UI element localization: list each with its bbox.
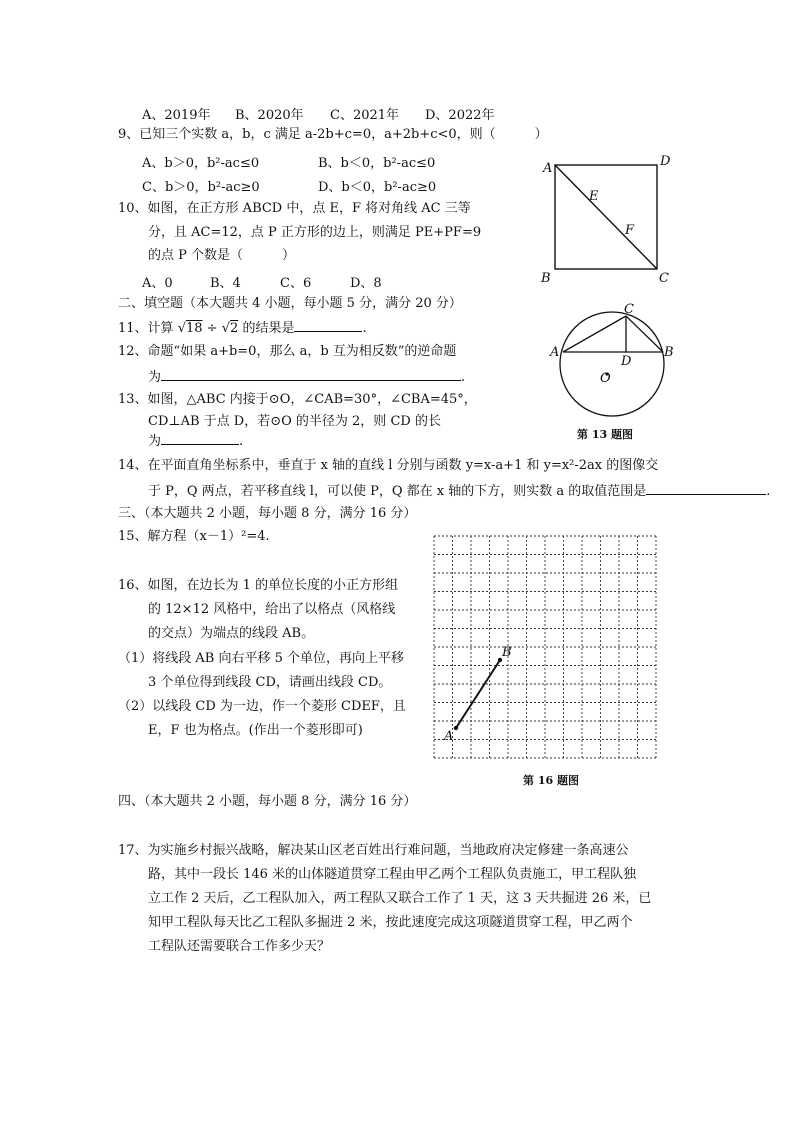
q13-figure: [547, 303, 677, 445]
q10-line-3: 的点 P 个数是（ ）: [148, 248, 296, 263]
q17-line-1: 17、为实施乡村振兴战略，解决某山区老百姓出行难问题，当地政府决定修建一条高速公: [118, 843, 629, 858]
section-4-heading: 四、（本大题共 2 小题，每小题 8 分，满分 16 分）: [118, 794, 417, 809]
label-b: B: [664, 345, 674, 360]
q10-figure: [535, 150, 675, 285]
q8-option-a: A、2019年: [142, 108, 211, 123]
q16-line-2: 的 12×12 风格中，给出了以格点（风格线: [148, 602, 396, 617]
q15: 15、解方程（x－1）²=4.: [118, 529, 270, 544]
q11-prefix: 11、计算: [118, 321, 174, 336]
q8-option-c: C、2021年: [330, 108, 400, 123]
label-d: D: [621, 354, 632, 369]
q16-line-3: 的交点）为端点的线段 AB。: [148, 626, 315, 641]
q11-answer-blank[interactable]: [294, 318, 362, 332]
q11-radicand-2: 2: [230, 321, 239, 336]
q10-option-c: C、6: [280, 276, 312, 291]
q17-line-4: 知甲工程队每天比乙工程队多掘进 2 米，按此速度完成这项隧道贯穿工程，甲乙两个: [148, 915, 633, 930]
grid-12x12: [434, 536, 656, 758]
q16-line-4: （1）将线段 AB 向右平移 5 个单位，再向上平移: [118, 651, 405, 666]
q12-line-2: [148, 367, 465, 387]
q10-option-d: D、8: [350, 276, 382, 291]
label-f: F: [625, 223, 635, 238]
segment-ab: [456, 660, 500, 728]
q11-sqrt-1: √18: [177, 321, 203, 336]
section-3-heading: 三、（本大题共 2 小题，每小题 8 分，满分 16 分）: [118, 506, 417, 521]
q12-prefix: 为: [148, 370, 162, 385]
q9-option-d: D、b＜0，b²-ac≥0: [318, 180, 437, 195]
q9-option-a: A、b＞0，b²-ac≤0: [142, 156, 260, 171]
segment-ac: [563, 316, 626, 352]
q14-text: 于 P，Q 两点，若平移直线 l，可以使 P，Q 都在 x 轴的下方，则实数 a 的取值范围是: [148, 484, 647, 499]
q17-line-5: 工程队还需要联合工作多少天？: [148, 939, 331, 954]
q12-answer-blank[interactable]: [161, 367, 461, 381]
q10-option-b: B、4: [210, 276, 241, 291]
q13-caption: 第 13 题图: [577, 428, 633, 441]
q8-option-d: D、2022年: [425, 108, 495, 123]
q16-line-7: E，F 也为格点。(作出一个菱形即可): [148, 723, 363, 738]
q11-sqrt-2: √2: [221, 321, 239, 336]
q10-line-2: 分，且 AC=12，点 P 正方形的边上，则满足 PE+PF=9: [148, 225, 482, 240]
q16-caption: 第 16 题图: [523, 774, 579, 787]
q13-line-2: CD⊥AB 于点 D，若⊙O 的半径为 2，则 CD 的长: [148, 414, 441, 429]
q16-line-6: （2）以线段 CD 为一边，作一个菱形 CDEF，且: [118, 699, 406, 714]
q10-option-a: A、0: [142, 276, 173, 291]
q10-line-1: 10、如图，在正方形 ABCD 中，点 E，F 将对角线 AC 三等: [118, 201, 471, 216]
label-c: C: [659, 271, 669, 285]
q11-radicand-1: 18: [185, 321, 203, 336]
q12-line-1: 12、命题“如果 a+b=0，那么 a，b 互为相反数”的逆命题: [118, 344, 457, 359]
q9-option-b: B、b＜0，b²-ac≤0: [318, 156, 436, 171]
q16-line-5: 3 个单位得到线段 CD，请画出线段 CD。: [148, 675, 392, 690]
q13-end: .: [239, 434, 244, 449]
q13-line-1: 13、如图，△ABC 内接于⊙O，∠CAB=30°，∠CBA=45°，: [118, 392, 477, 407]
label-e: E: [589, 189, 599, 204]
q8-option-b: B、2020年: [235, 108, 304, 123]
label-c: C: [624, 303, 634, 317]
section-2-heading: 二、填空题（本大题共 4 小题，每小题 5 分，满分 20 分）: [118, 296, 462, 311]
q16-line-1: 16、如图，在边长为 1 的单位长度的小正方形组: [118, 578, 399, 593]
label-o: O: [600, 371, 611, 386]
label-a: A: [444, 729, 454, 744]
point-a: [454, 726, 458, 730]
label-d: D: [660, 154, 671, 169]
q14-line-1: 14、在平面直角坐标系中，垂直于 x 轴的直线 l 分别与函数 y=x-a+1 和 y=x²-2ax 的图像交: [118, 458, 659, 473]
q9-option-c: C、b＞0，b²-ac≥0: [142, 180, 260, 195]
diagonal-ac: [555, 165, 657, 269]
q17-line-3: 立工作 2 天后，乙工程队加入，两工程队又联合工作了 1 天，这 3 天共掘进 26 米，已: [148, 891, 652, 906]
label-a: A: [550, 345, 560, 360]
q14-line-2: [148, 481, 770, 501]
q13-line-3: [148, 431, 243, 451]
label-a: A: [543, 161, 553, 176]
q14-answer-blank[interactable]: [646, 481, 766, 495]
segment-cb: [626, 316, 663, 352]
q14-end: .: [766, 484, 771, 499]
q17-line-2: 路，其中一段长 146 米的山体隧道贯穿工程由甲乙两个工程队负责施工，甲工程队独: [148, 867, 637, 882]
q11-end: .: [362, 321, 367, 336]
q13-answer-blank[interactable]: [161, 431, 239, 445]
label-b: B: [502, 645, 512, 660]
q13-prefix: 为: [148, 434, 162, 449]
q11-suffix: 的结果是: [242, 321, 295, 336]
q9-stem: 9、已知三个实数 a，b，c 满足 a-2b+c=0，a+2b+c<0，则（ ）: [118, 127, 548, 142]
q16-figure: [428, 528, 668, 792]
q11-operator: ÷: [206, 321, 218, 336]
q11: [118, 318, 367, 338]
q12-end: .: [461, 370, 466, 385]
label-b: B: [541, 271, 551, 285]
circle-o: [560, 312, 664, 416]
